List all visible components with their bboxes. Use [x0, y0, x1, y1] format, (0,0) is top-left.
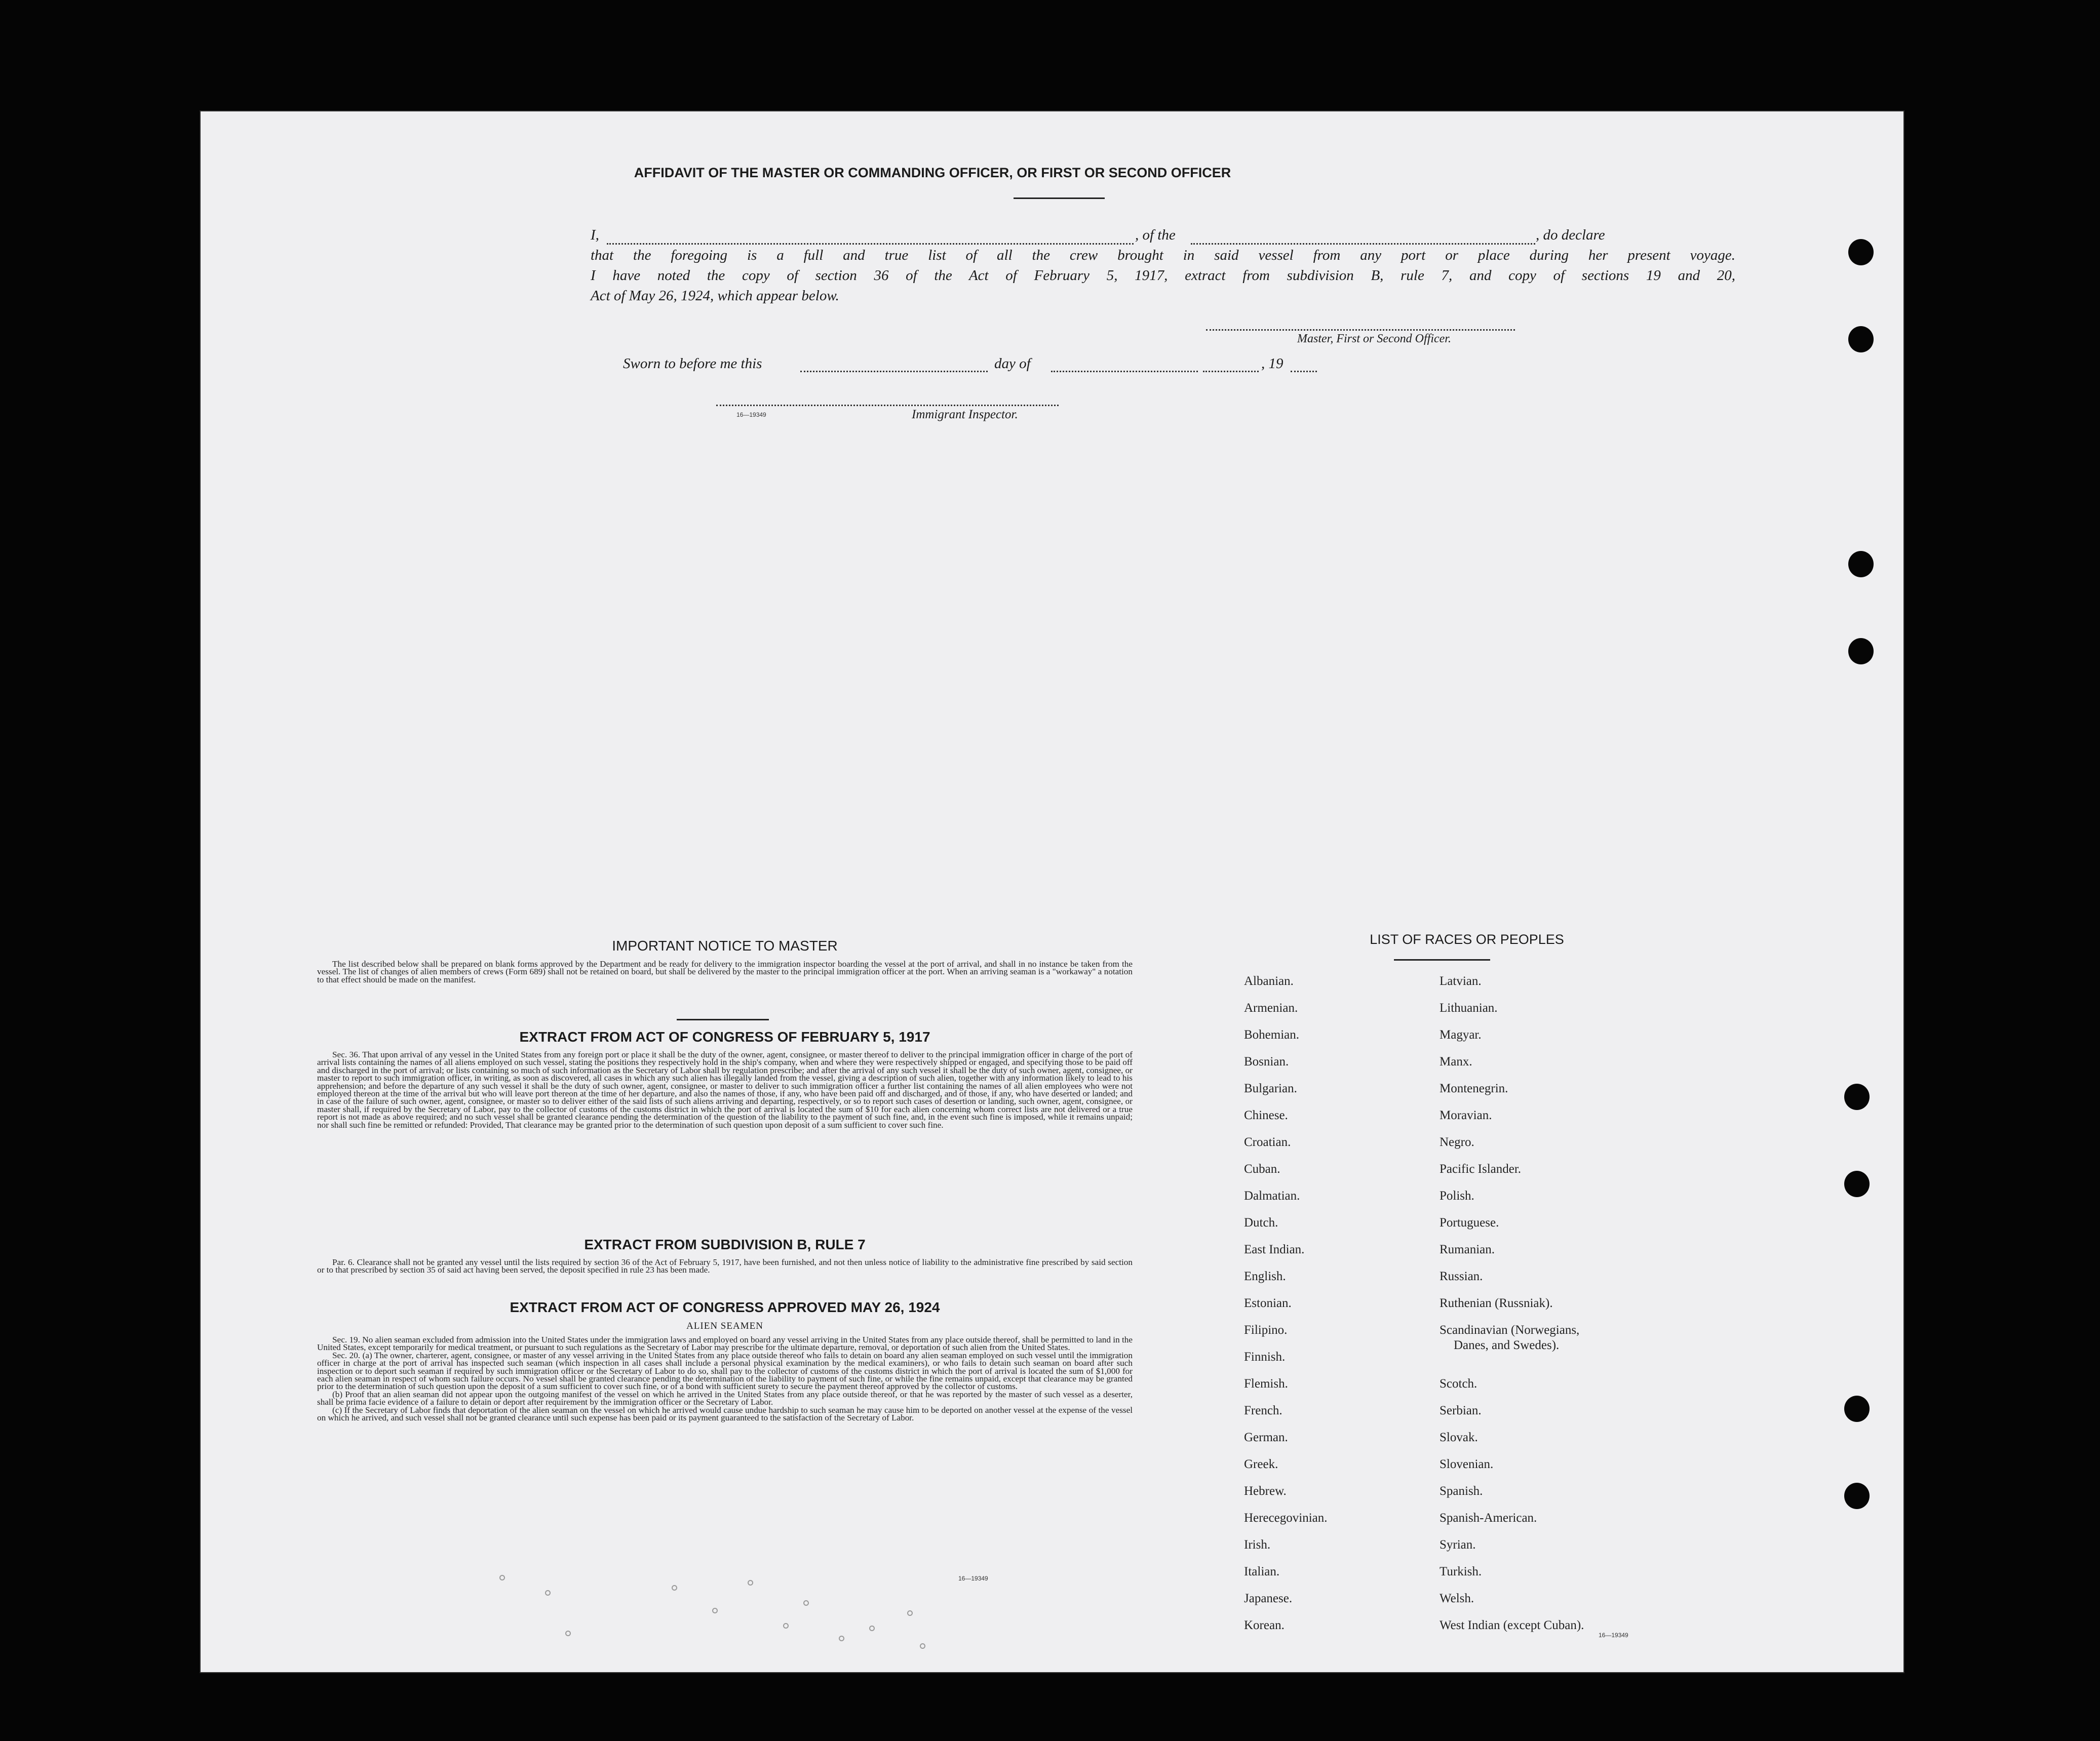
race-item: Syrian.	[1440, 1538, 1476, 1552]
affidavit-title: AFFIDAVIT OF THE MASTER OR COMMANDING OFFICER, OR FIRST OR SECOND OFFICER	[634, 165, 1231, 180]
race-item: Cuban.	[1244, 1162, 1280, 1176]
race-item: Albanian.	[1244, 974, 1294, 988]
section-20a-paragraph: Sec. 20. (a) The owner, charterer, agent, consignee, or master of any vessel arriving in the United States from any place outside thereof who fails to detain on board any alien seaman employed on such vessel until the immigration officer in charge at the port of arrival has inspected such seaman (which inspection in all cases shall include a personal physical examination by the medical examiners), or who fails to detain such seaman on board after such inspection or to deport such seaman if required by such immigration officer or the Secretary of Labor to do so, shall pay to the collector of customs of the customs district in which the port of arrival is located the sum of $1,000 for each alien seaman in respect of whom such failure occurs. No vessel shall be granted clearance pending the determination of the liability to payment of such fine, or while the fine remains unpaid, except that clearance may be granted prior to the determination of such question upon the deposit of a sum sufficient to cover such fine, or of a bond with sufficient surety to secure the payment thereof approved by the collector of customs.	[317, 1350, 1133, 1392]
race-item: Turkish.	[1440, 1565, 1482, 1578]
races-column-2	[1440, 974, 1584, 1645]
race-item: Rumanian.	[1440, 1243, 1495, 1256]
sworn-month-field-2	[1203, 371, 1259, 372]
alien-seamen-subtitle: ALIEN SEAMEN	[686, 1321, 763, 1331]
race-item: Serbian.	[1440, 1404, 1482, 1417]
races-title-rule	[1394, 959, 1490, 961]
notice-text	[317, 960, 1133, 983]
paper-speck	[839, 1636, 844, 1641]
race-item: Filipino.	[1244, 1323, 1288, 1337]
race-item: Greek.	[1244, 1457, 1278, 1471]
race-item	[1440, 1323, 1584, 1376]
paper-speck	[565, 1631, 571, 1636]
paragraph-6: Par. 6. Clearance shall not be granted any vessel until the lists required by section 36 of the Act of February 5, 1917, have been furnished, and not then unless notice of liability to the administrative fine prescribed by said section or to that prescribed by section 35 of said act having been served, the deposit specified in rule 23 has been made.	[317, 1257, 1133, 1275]
section-20c-paragraph: (c) If the Secretary of Labor finds that deportation of the alien seaman on the vessel on which he arrived would cause undue hardship to such seaman he may cause him to be deported on another vessel at the expense of the vessel on which he arrived, and such vessel shall not be granted clearance until such expense has been paid or its payment guaranteed to the satisfaction of the Secretary of Labor.	[317, 1405, 1133, 1423]
race-item-line: Scandinavian (Norwegians,	[1440, 1323, 1580, 1337]
section-20b-paragraph: (b) Proof that an alien seaman did not appear upon the outgoing manifest of the vessel on which he arrived in the United States from any place outside thereof, or that he was reported by the master of such vessel as a deserter, shall be prima facie evidence of a failure to detain or deport after requirement by the immigration officer or the Secretary of Labor.	[317, 1389, 1133, 1407]
race-item: Herecegovinian.	[1244, 1511, 1328, 1525]
punch-hole	[1844, 1171, 1870, 1197]
punch-hole	[1848, 326, 1874, 352]
race-item: Bulgarian.	[1244, 1082, 1297, 1095]
extract-rule7-text	[317, 1258, 1133, 1274]
extract-rule7-title: EXTRACT FROM SUBDIVISION B, RULE 7	[584, 1237, 866, 1252]
extract-1924-text	[317, 1336, 1133, 1421]
punch-hole	[1848, 239, 1874, 265]
race-item: Ruthenian (Russniak).	[1440, 1296, 1553, 1310]
affidavit-of-the-label: , of the	[1135, 227, 1176, 243]
vessel-name-field	[1191, 243, 1535, 245]
race-item: Portuguese.	[1440, 1216, 1499, 1230]
race-item: Korean.	[1244, 1618, 1285, 1632]
extract-1917-text	[317, 1051, 1133, 1129]
master-signature-label: Master, First or Second Officer.	[1297, 332, 1451, 345]
affidavit-i-label: I,	[591, 227, 599, 243]
extract-form-number: 16—19349	[958, 1575, 988, 1582]
race-item: Japanese.	[1244, 1592, 1293, 1605]
paper-speck	[712, 1608, 718, 1613]
declarant-name-field	[607, 243, 1134, 245]
race-item: Pacific Islander.	[1440, 1162, 1522, 1176]
sworn-year-label: , 19	[1261, 355, 1284, 372]
races-form-number: 16—19349	[1599, 1632, 1628, 1639]
affidavit-title-rule	[1014, 197, 1105, 199]
punch-hole	[1848, 551, 1874, 577]
race-item: Bohemian.	[1244, 1028, 1300, 1042]
race-item: Welsh.	[1440, 1592, 1474, 1605]
race-item: Magyar.	[1440, 1028, 1482, 1042]
race-item: Russian.	[1440, 1270, 1483, 1283]
extract-1924-title: EXTRACT FROM ACT OF CONGRESS APPROVED MAY 26, 1924	[510, 1299, 940, 1315]
sworn-label: Sworn to before me this	[623, 355, 762, 372]
paper-speck	[869, 1626, 875, 1631]
notice-rule	[677, 1019, 769, 1020]
affidavit-form-number: 16—19349	[736, 411, 766, 418]
race-item: French.	[1244, 1404, 1282, 1417]
race-item: Finnish.	[1244, 1350, 1286, 1364]
affidavit-declare-label: , do declare	[1536, 227, 1605, 243]
extract-1917-title: EXTRACT FROM ACT OF CONGRESS OF FEBRUARY 5, 1917	[519, 1029, 930, 1045]
paper-speck	[907, 1610, 913, 1616]
race-item: Armenian.	[1244, 1001, 1298, 1015]
punch-hole	[1844, 1084, 1870, 1110]
paper-speck	[803, 1600, 809, 1606]
race-item: Dalmatian.	[1244, 1189, 1300, 1203]
race-item: Chinese.	[1244, 1109, 1288, 1122]
races-title: LIST OF RACES OR PEOPLES	[1370, 932, 1564, 947]
paper-speck	[783, 1623, 789, 1629]
notice-paragraph: The list described below shall be prepared on blank forms approved by the Department and be ready for delivery to the immigration inspector boarding the vessel at the port of arrival, and shall in no instance be taken from the vessel. The list of changes of alien members of crews (Form 689) shall not be retained on board, but shall be delivered by the master to the principal immigration officer at the port. When an arriving seaman is a "workaway" a notation to that effect should be made on the manifest.	[317, 959, 1133, 984]
sworn-year-field	[1291, 371, 1317, 372]
race-item: Hebrew.	[1244, 1484, 1287, 1498]
race-item: East Indian.	[1244, 1243, 1305, 1256]
race-item: Bosnian.	[1244, 1055, 1289, 1069]
race-item: Dutch.	[1244, 1216, 1278, 1230]
race-item: Negro.	[1440, 1135, 1474, 1149]
paper-speck	[748, 1580, 753, 1586]
punch-hole	[1844, 1396, 1870, 1422]
paper-speck	[672, 1585, 677, 1591]
paper-speck	[499, 1575, 505, 1580]
affidavit-line-3: I have noted the copy of section 36 of the Act of February 5, 1917, extract from subdivision B, rule 7, and copy of sections 19 and 20,	[591, 267, 1735, 284]
master-signature-field	[1206, 329, 1515, 331]
section-36-paragraph: Sec. 36. That upon arrival of any vessel in the United States from any foreign port or place it shall be the duty of the owner, agent, consignee, or master thereof to deliver to the principal immigration officer in charge of the port of arrival lists containing the names of all aliens employed on such vessel, stating the positions they respectively hold in the ship's company, when and where they were respectively shipped or engaged, and specifying those to be paid off and discharged in the port of arrival; or lists containing so much of such information as the Secretary of Labor shall by regulation prescribe; and after the arrival of any such vessel it shall be the duty of such owner, agent, consignee, or master to report to such immigration officer, in writing, as soon as discovered, all cases in which any such alien has illegally landed from the vessel, giving a description of such alien, together with any information likely to lead to his apprehension; and before the departure of any such vessel it shall be the duty of such owner, agent, consignee, or master to deliver to such immigration officer a further list containing the names of all alien employees who were not employed thereon at the time of the arrival but who will leave port thereon at the time of her departure, and also the names of those, if any, who have been paid off and discharged, and of those, if any, who have deserted or landed; and in case of the failure of such owner, agent, consignee, or master so to deliver either of the said lists of such aliens arriving and departing, respectively, or so to report such cases of desertion or landing, such owner, agent, consignee, or master shall, if required by the Secretary of Labor, pay to the collector of customs of the customs district in which the port of arrival is located the sum of $10 for each alien concerning whom correct lists are not delivered or a true report is not made as above required; and no such vessel shall be granted clearance pending the determination of the question of the liability to the payment of such fine, and, in the event such fine is imposed, while it remains unpaid; nor shall such fine be remitted or refunded: Provided, That clearance may be granted prior to the determination of such question upon deposit of a sum sufficient to cover such fine.	[317, 1050, 1133, 1130]
race-item: Flemish.	[1244, 1377, 1288, 1391]
sworn-day-field	[800, 371, 988, 372]
inspector-label: Immigrant Inspector.	[912, 408, 1018, 421]
affidavit-line-4: Act of May 26, 1924, which appear below.	[591, 288, 839, 304]
race-item: Estonian.	[1244, 1296, 1292, 1310]
race-item: Montenegrin.	[1440, 1082, 1508, 1095]
race-item: Croatian.	[1244, 1135, 1291, 1149]
races-column-1	[1244, 974, 1328, 1645]
race-item: Scotch.	[1440, 1377, 1477, 1391]
punch-hole	[1848, 638, 1874, 664]
race-item: Spanish-American.	[1440, 1511, 1537, 1525]
sworn-day-of-label: day of	[994, 355, 1031, 372]
section-19-paragraph: Sec. 19. No alien seaman excluded from admission into the United States under the immigration laws and employed on board any vessel arriving in the United States from any place outside thereof, shall be permitted to land in the United States, except temporarily for medical treatment, or pursuant to such regulations as the Secretary of Labor may prescribe for the ultimate departure, removal, or deportation of such alien from the United States.	[317, 1335, 1133, 1353]
race-item: Polish.	[1440, 1189, 1474, 1203]
race-item: Latvian.	[1440, 974, 1482, 988]
race-item: Italian.	[1244, 1565, 1280, 1578]
race-item: Slovenian.	[1440, 1457, 1494, 1471]
sworn-month-field	[1051, 371, 1198, 372]
paper-speck	[920, 1643, 925, 1649]
race-item: Manx.	[1440, 1055, 1472, 1069]
race-item-continuation: Danes, and Swedes).	[1454, 1338, 1560, 1352]
race-item: Irish.	[1244, 1538, 1271, 1552]
inspector-signature-field	[716, 405, 1059, 406]
document-sheet	[201, 111, 1903, 1672]
race-item: German.	[1244, 1431, 1288, 1444]
race-item: Lithuanian.	[1440, 1001, 1498, 1015]
punch-hole	[1844, 1483, 1870, 1509]
notice-title: IMPORTANT NOTICE TO MASTER	[612, 938, 838, 954]
paper-speck	[545, 1590, 551, 1596]
affidavit-line-2: that the foregoing is a full and true list of all the crew brought in said vessel from any port or place during her present voyage.	[591, 247, 1735, 263]
race-item: Slovak.	[1440, 1431, 1478, 1444]
race-item: West Indian (except Cuban).	[1440, 1618, 1584, 1632]
race-item: Spanish.	[1440, 1484, 1483, 1498]
race-item: English.	[1244, 1270, 1286, 1283]
race-item: Moravian.	[1440, 1109, 1492, 1122]
